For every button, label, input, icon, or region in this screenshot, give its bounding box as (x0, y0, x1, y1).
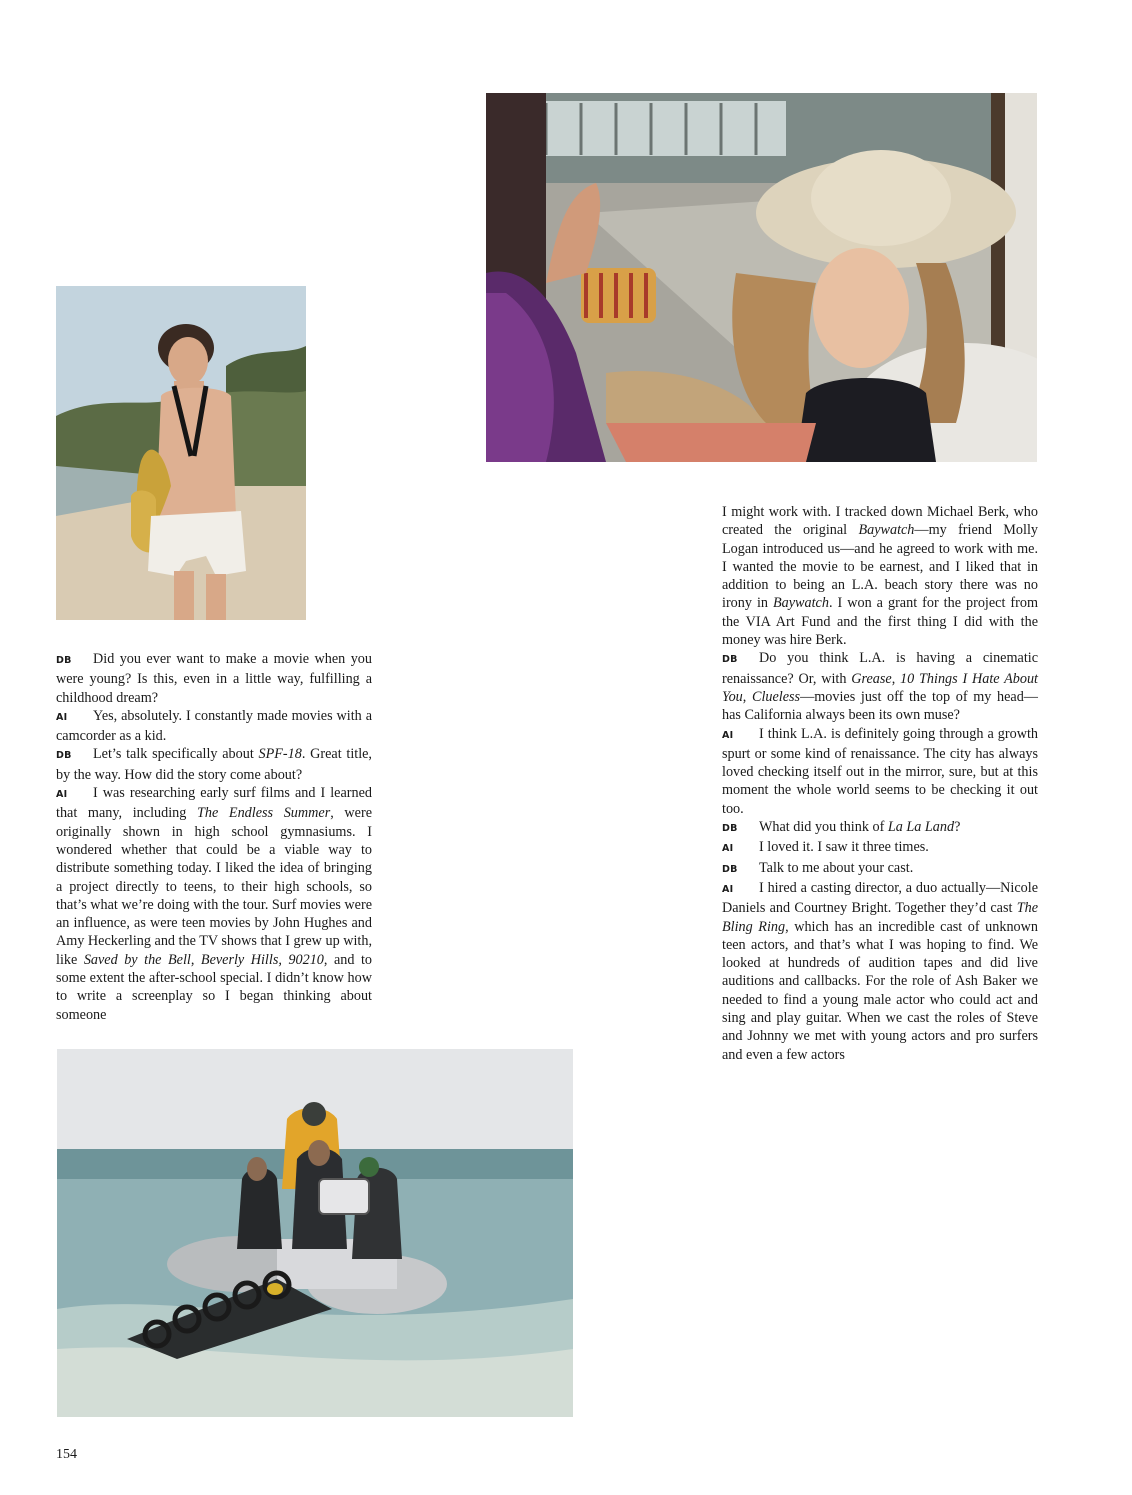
speaker-label-db: DB (722, 823, 738, 835)
speaker-label-db: DB (56, 655, 72, 666)
interview-answer: AI I loved it. I saw it three times. (722, 838, 1038, 858)
page-number: 154 (56, 1447, 77, 1462)
right-text-column (722, 503, 1038, 1064)
speaker-label-ai: AI (56, 789, 68, 801)
speaker-label-db: DB (722, 863, 738, 875)
interview-question: DB Let’s talk specifically about SPF-18. Great title, by the way. How did the story come about? (56, 746, 372, 783)
speaker-label-ai: AI (56, 711, 68, 723)
woman-in-sun-hat-photo (486, 93, 1037, 462)
interview-answer: AI Yes, absolutely. I constantly made movies with a camcorder as a kid. (56, 707, 372, 745)
interview-question: DB Did you ever want to make a movie when you were young? Is this, even in a little way, fulfilling a childhood dream? (56, 651, 372, 706)
interview-answer-continued: I might work with. I tracked down Michael Berk, who created the original Baywatch—my friend Molly Logan introduced us—and he agreed to work with me. I wanted the movie to be earnest, and I liked that in addition to being an L.A. beach story there was no irony in Baywatch. I won a grant for the project from the VIA Art Fund and the first thing I did with the money was hire Berk. (722, 504, 1038, 649)
interview-answer: AI I think L.A. is definitely going through a growth spurt or some kind of renaissance. The city has always loved checking itself out in the mirror, sure, but at this moment the whole world seems to be checking it out too. (722, 725, 1038, 817)
interview-question: DB Talk to me about your cast. (722, 859, 1038, 879)
speaker-label-db: DB (722, 654, 738, 666)
speaker-label-ai: AI (722, 843, 734, 855)
interview-question: DB Do you think L.A. is having a cinematic renaissance? Or, with Grease, 10 Things I Hate About You, Clueless—movies just off the top of my head—has California always been its own muse? (722, 650, 1038, 724)
interview-question: DB What did you think of La La Land? (722, 818, 1038, 838)
interview-answer: AI I was researching early surf films and I learned that many, including The Endless Summer, were originally shown in high school gymnasiums. I wondered whether that could be a viable way to distribute something today. I liked the idea of bringing a project directly to teens, to their high schools, so that’s what we’re doing with the tour. Surf movies were an influence, as were teen movies by John Hughes and Amy Heckerling and the TV shows that I grew up with, like Saved by the Bell, Beverly Hills, 90210, and to some extent the after-school special. I didn’t know how to write a screenplay so I began thinking about someone (56, 785, 373, 1023)
shirtless-man-playing-saxophone-on-beach-photo (56, 286, 306, 620)
speaker-label-ai: AI (722, 729, 734, 741)
speaker-label-ai: AI (722, 883, 734, 895)
people-on-inflatable-boat-in-surf-photo (57, 1049, 573, 1417)
speaker-label-db: DB (56, 750, 72, 762)
interview-answer: AI I hired a casting director, a duo actually—Nicole Daniels and Courtney Bright. Together they’d cast The Bling Ring, which has an incredible cast of unknown teen actors, and that’s what I was hoping to find. We looked at hundreds of audition tapes and did live auditions and callbacks. For the role of Ash Baker we needed to find a young male actor who could act and sing and play guitar. When we cast the roles of Steve and Johnny we met with young actors and pro surfers and even a few actors (722, 879, 1038, 1063)
left-text-column (56, 650, 372, 1024)
